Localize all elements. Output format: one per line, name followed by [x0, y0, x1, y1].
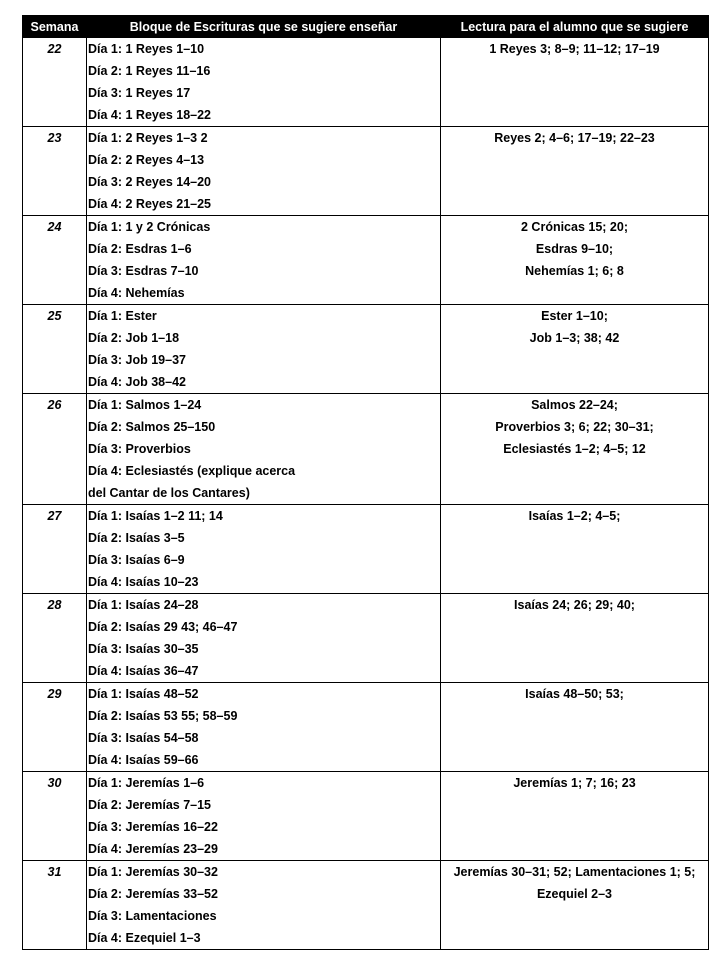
day-entry: Día 4: 2 Reyes 21–25 — [88, 197, 212, 211]
student-reading-cell — [441, 38, 709, 127]
header-row — [23, 16, 709, 38]
day-entry: Día 2: 2 Reyes 4–13 — [88, 153, 205, 167]
table-row — [23, 305, 709, 394]
week-number: 25 — [23, 305, 87, 394]
header-block: Bloque de Escrituras que se sugiere enseñar — [87, 16, 441, 38]
day-entry: Día 2: Esdras 1–6 — [88, 242, 192, 256]
day-entry: del Cantar de los Cantares) — [88, 486, 250, 500]
student-reading-cell — [441, 305, 709, 394]
table-row — [23, 594, 709, 683]
reading-entry: Salmos 22–24; — [531, 398, 618, 412]
student-reading-cell — [441, 216, 709, 305]
student-reading-cell — [441, 861, 709, 950]
day-entry: Día 2: Isaías 29 43; 46–47 — [88, 620, 238, 634]
table-row — [23, 394, 709, 505]
scripture-block-cell — [87, 38, 441, 127]
reading-entry: Esdras 9–10; — [535, 242, 614, 256]
day-entry: Día 1: Ester — [88, 309, 157, 323]
day-entry: Día 4: Isaías 59–66 — [88, 753, 199, 767]
scripture-block-cell — [87, 772, 441, 861]
reading-entry: Isaías 1–2; 4–5; — [528, 509, 621, 523]
day-entry: Día 3: Esdras 7–10 — [88, 264, 199, 278]
scripture-block-cell — [87, 216, 441, 305]
day-entry: Día 4: Isaías 10–23 — [88, 575, 199, 589]
student-reading-cell — [441, 683, 709, 772]
reading-entry: Jeremías 30–31; 52; Lamentaciones 1; 5; — [453, 865, 696, 879]
day-entry: Día 3: Isaías 6–9 — [88, 553, 185, 567]
scripture-block-cell — [87, 127, 441, 216]
day-entry: Día 3: Isaías 30–35 — [88, 642, 199, 656]
day-entry: Día 2: Jeremías 7–15 — [88, 798, 212, 812]
reading-entry: Nehemías 1; 6; 8 — [525, 264, 624, 278]
table-row — [23, 861, 709, 950]
day-entry: Día 2: Isaías 53 55; 58–59 — [88, 709, 238, 723]
scripture-block-cell — [87, 394, 441, 505]
day-entry: Día 4: 1 Reyes 18–22 — [88, 108, 212, 122]
day-entry: Día 3: Job 19–37 — [88, 353, 186, 367]
reading-entry: Reyes 2; 4–6; 17–19; 22–23 — [494, 131, 655, 145]
week-number: 27 — [23, 505, 87, 594]
week-number: 23 — [23, 127, 87, 216]
table-body — [23, 38, 709, 950]
reading-entry: Ester 1–10; — [541, 309, 608, 323]
day-entry: Día 3: Jeremías 16–22 — [88, 820, 218, 834]
table-row — [23, 505, 709, 594]
week-number: 24 — [23, 216, 87, 305]
table-row — [23, 216, 709, 305]
reading-entry: Ezequiel 2–3 — [536, 887, 613, 901]
week-number: 26 — [23, 394, 87, 505]
day-entry: Día 4: Nehemías — [88, 286, 185, 300]
scripture-block-cell — [87, 861, 441, 950]
reading-entry: Jeremías 1; 7; 16; 23 — [513, 776, 636, 790]
student-reading-cell — [441, 394, 709, 505]
day-entry: Día 1: Jeremías 30–32 — [88, 865, 218, 879]
day-entry: Día 4: Jeremías 23–29 — [88, 842, 218, 856]
day-entry: Día 1: Salmos 1–24 — [88, 398, 202, 412]
reading-entry: 2 Crónicas 15; 20; — [521, 220, 628, 234]
table-header — [23, 16, 709, 38]
schedule-table — [22, 15, 709, 950]
day-entry: Día 1: 1 y 2 Crónicas — [88, 220, 211, 234]
week-number: 31 — [23, 861, 87, 950]
scripture-block-cell — [87, 594, 441, 683]
student-reading-cell — [441, 594, 709, 683]
day-entry: Día 2: Salmos 25–150 — [88, 420, 216, 434]
table-row — [23, 127, 709, 216]
day-entry: Día 4: Isaías 36–47 — [88, 664, 199, 678]
scripture-block-cell — [87, 683, 441, 772]
day-entry: Día 4: Eclesiastés (explique acerca — [88, 464, 296, 478]
day-entry: Día 2: Job 1–18 — [88, 331, 180, 345]
table-row — [23, 772, 709, 861]
day-entry: Día 3: 2 Reyes 14–20 — [88, 175, 212, 189]
week-number: 29 — [23, 683, 87, 772]
reading-entry: Isaías 48–50; 53; — [525, 687, 624, 701]
student-reading-cell — [441, 772, 709, 861]
reading-entry: Eclesiastés 1–2; 4–5; 12 — [503, 442, 646, 456]
day-entry: Día 2: 1 Reyes 11–16 — [88, 64, 211, 78]
day-entry: Día 1: Isaías 24–28 — [88, 598, 199, 612]
day-entry: Día 1: 2 Reyes 1–3 2 — [88, 131, 208, 145]
table-row — [23, 683, 709, 772]
day-entry: Día 3: Isaías 54–58 — [88, 731, 199, 745]
week-number: 28 — [23, 594, 87, 683]
student-reading-cell — [441, 127, 709, 216]
reading-entry: Job 1–3; 38; 42 — [529, 331, 620, 345]
scripture-block-cell — [87, 305, 441, 394]
day-entry: Día 3: Proverbios — [88, 442, 191, 456]
scripture-block-cell — [87, 505, 441, 594]
header-reading: Lectura para el alumno que se sugiere — [441, 16, 709, 38]
week-number: 30 — [23, 772, 87, 861]
day-entry: Día 1: 1 Reyes 1–10 — [88, 42, 205, 56]
table-row — [23, 38, 709, 127]
student-reading-cell — [441, 505, 709, 594]
day-entry: Día 2: Jeremías 33–52 — [88, 887, 218, 901]
day-entry: Día 2: Isaías 3–5 — [88, 531, 185, 545]
header-week: Semana — [23, 16, 87, 38]
day-entry: Día 3: 1 Reyes 17 — [88, 86, 191, 100]
reading-entry: Isaías 24; 26; 29; 40; — [514, 598, 635, 612]
day-entry: Día 3: Lamentaciones — [88, 909, 217, 923]
day-entry: Día 4: Ezequiel 1–3 — [88, 931, 201, 945]
day-entry: Día 1: Isaías 48–52 — [88, 687, 199, 701]
day-entry: Día 4: Job 38–42 — [88, 375, 186, 389]
week-number: 22 — [23, 38, 87, 127]
reading-entry: 1 Reyes 3; 8–9; 11–12; 17–19 — [489, 42, 660, 56]
day-entry: Día 1: Jeremías 1–6 — [88, 776, 205, 790]
reading-entry: Proverbios 3; 6; 22; 30–31; — [495, 420, 654, 434]
day-entry: Día 1: Isaías 1–2 11; 14 — [88, 509, 223, 523]
